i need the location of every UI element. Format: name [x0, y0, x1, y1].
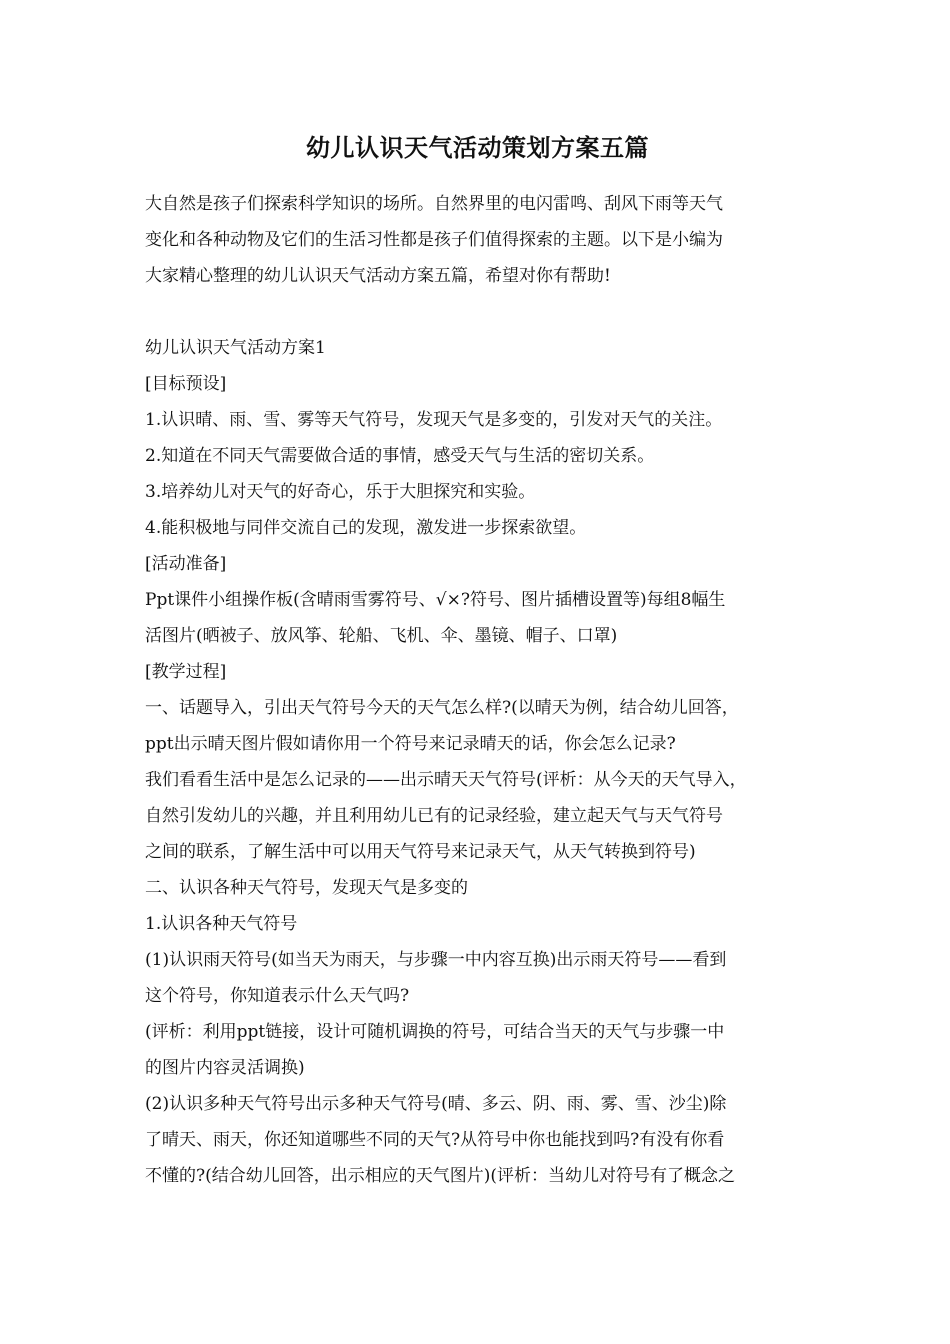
- intro-line: 大家精心整理的幼儿认识天气活动方案五篇，希望对你有帮助!: [145, 266, 611, 286]
- body-line: 2.知道在不同天气需要做合适的事情，感受天气与生活的密切关系。: [145, 446, 655, 466]
- subsection-heading: [目标预设]: [145, 374, 227, 394]
- body-line: 这个符号，你知道表示什么天气吗?: [145, 986, 410, 1006]
- body-line: (2)认识多种天气符号出示多种天气符号(晴、多云、阴、雨、雾、雪、沙尘)除: [145, 1094, 727, 1114]
- body-line: 1.认识晴、雨、雪、雾等天气符号，发现天气是多变的，引发对天气的关注。: [145, 410, 723, 430]
- body-line: Ppt课件小组操作板(含晴雨雪雾符号、√×?符号、图片插槽设置等)每组8幅生: [145, 590, 726, 610]
- body-line: 自然引发幼儿的兴趣，并且利用幼儿已有的记录经验，建立起天气与天气符号: [145, 806, 723, 826]
- body-line: (1)认识雨天符号(如当天为雨天，与步骤一中内容互换)出示雨天符号——看到: [145, 950, 727, 970]
- body-line: 二、认识各种天气符号，发现天气是多变的: [145, 878, 468, 898]
- body-line: ppt出示晴天图片假如请你用一个符号来记录晴天的话，你会怎么记录?: [145, 734, 676, 754]
- body-line: 了晴天、雨天，你还知道哪些不同的天气?从符号中你也能找到吗?有没有你看: [145, 1130, 725, 1150]
- body-line: 不懂的?(结合幼儿回答，出示相应的天气图片)(评析：当幼儿对符号有了概念之: [145, 1166, 736, 1186]
- intro-line: 大自然是孩子们探索科学知识的场所。自然界里的电闪雷鸣、刮风下雨等天气: [145, 194, 723, 214]
- section-heading: 幼儿认识天气活动方案1: [145, 338, 326, 358]
- body-line: 4.能积极地与同伴交流自己的发现，激发进一步探索欲望。: [145, 518, 587, 538]
- document-title: 幼儿认识天气活动策划方案五篇: [306, 133, 649, 162]
- body-line: 活图片(晒被子、放风筝、轮船、飞机、伞、墨镜、帽子、口罩): [145, 626, 618, 646]
- body-line: (评析：利用ppt链接，设计可随机调换的符号，可结合当天的天气与步骤一中: [145, 1022, 725, 1042]
- body-line: 1.认识各种天气符号: [145, 914, 298, 934]
- body-line: 一、话题导入，引出天气符号今天的天气怎么样?(以晴天为例，结合幼儿回答，: [145, 698, 739, 718]
- paragraph-spacer: [145, 294, 810, 330]
- body-line: 我们看看生活中是怎么记录的——出示晴天天气符号(评析：从今天的天气导入，: [145, 770, 747, 790]
- body-line: 3.培养幼儿对天气的好奇心，乐于大胆探究和实验。: [145, 482, 536, 502]
- body-line: 的图片内容灵活调换): [145, 1058, 305, 1078]
- subsection-heading: [教学过程]: [145, 662, 227, 682]
- intro-line: 变化和各种动物及它们的生活习性都是孩子们值得探索的主题。以下是小编为: [145, 230, 723, 250]
- body-line: 之间的联系，了解生活中可以用天气符号来记录天气，从天气转换到符号): [145, 842, 696, 862]
- subsection-heading: [活动准备]: [145, 554, 227, 574]
